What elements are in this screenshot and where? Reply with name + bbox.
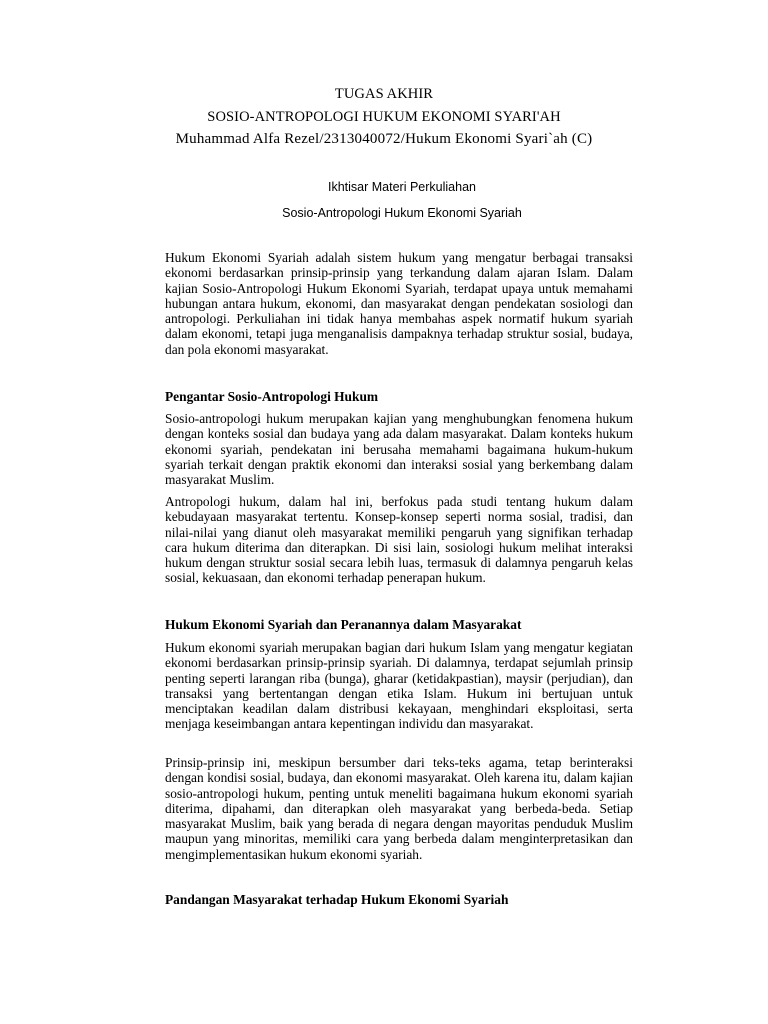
section-2: [165, 617, 633, 633]
section-1-body-2: [165, 494, 633, 586]
subtitle-line2: Sosio-Antropologi Hukum Ekonomi Syariah: [282, 206, 522, 220]
section-heading: Pengantar Sosio-Antropologi Hukum: [165, 389, 379, 404]
section-paragraph: Antropologi hukum, dalam hal ini, berfokus pada studi tentang hukum dalam kebudayaan masyarakat tertentu. Konsep-konsep seperti norma sosial, tradisi, dan nilai-nilai yang dianut oleh masyarakat memiliki pengaruh yang signifikan terhadap cara hukum diterima dan diterapkan. Di sisi lain, sosiologi hukum melihat interaksi hukum dengan struktur sosial secara lebih luas, termasuk di dalamnya pengaruh kelas sosial, kekuasaan, dan ekonomi terhadap penerapan hukum.: [165, 494, 633, 586]
section-heading: Pandangan Masyarakat terhadap Hukum Ekonomi Syariah: [165, 892, 509, 907]
section-1: [165, 389, 633, 405]
document-title-line2: SOSIO-ANTROPOLOGI HUKUM EKONOMI SYARI'AH: [207, 109, 561, 125]
document-title-line1: TUGAS AKHIR: [334, 86, 434, 102]
section-3: [165, 892, 633, 908]
section-1-body: [165, 411, 633, 487]
section-paragraph: Prinsip-prinsip ini, meskipun bersumber dari teks-teks agama, tetap berinteraksi dengan kondisi sosial, budaya, dan ekonomi masyarakat. Oleh karena itu, dalam kajian sosio-antropologi hukum, penting untuk meneliti bagaimana hukum ekonomi syariah diterima, dipahami, dan diterapkan oleh masyarakat yang berbeda-beda. Setiap masyarakat Muslim, baik yang berada di negara dengan mayoritas penduduk Muslim maupun yang minoritas, memiliki cara yang berbeda dalam menginterpretasikan dan mengimplementasikan hukum ekonomi syariah.: [165, 755, 633, 862]
section-2-body: [165, 640, 633, 732]
author-line: Muhammad Alfa Rezel/2313040072/Hukum Ekonomi Syari`ah (C): [175, 131, 593, 147]
section-heading: Hukum Ekonomi Syariah dan Peranannya dalam Masyarakat: [165, 617, 522, 632]
section-paragraph: Hukum ekonomi syariah merupakan bagian dari hukum Islam yang mengatur kegiatan ekonomi berdasarkan prinsip-prinsip syariah. Di dalamnya, terdapat sejumlah prinsip penting seperti larangan riba (bunga), gharar (ketidakpastian), maysir (perjudian), dan transaksi yang bertentangan dengan etika Islam. Hukum ini bertujuan untuk menciptakan keadilan dalam distribusi kekayaan, menghindari eksploitasi, serta menjaga keseimbangan antara kepentingan individu dan masyarakat.: [165, 640, 633, 732]
section-2-body-2: [165, 755, 633, 862]
intro-block: [165, 250, 633, 357]
intro-paragraph: Hukum Ekonomi Syariah adalah sistem hukum yang mengatur berbagai transaksi ekonomi berdasarkan prinsip-prinsip yang terkandung dalam ajaran Islam. Dalam kajian Sosio-Antropologi Hukum Ekonomi Syariah, terdapat upaya untuk memahami hubungan antara hukum, ekonomi, dan masyarakat dengan pendekatan sosiologi dan antropologi. Perkuliahan ini tidak hanya membahas aspek normatif hukum syariah dalam ekonomi, tetapi juga menganalisis dampaknya terhadap struktur sosial, budaya, dan pola ekonomi masyarakat.: [165, 250, 633, 357]
subtitle-line1: Ikhtisar Materi Perkuliahan: [328, 180, 476, 194]
section-paragraph: Sosio-antropologi hukum merupakan kajian yang menghubungkan fenomena hukum dengan konteks sosial dan budaya yang ada dalam masyarakat. Dalam konteks hukum ekonomi syariah, pendekatan ini berusaha memahami bagaimana hukum-hukum syariah terkait dengan praktik ekonomi dan interaksi sosial yang berkembang dalam masyarakat Muslim.: [165, 411, 633, 488]
